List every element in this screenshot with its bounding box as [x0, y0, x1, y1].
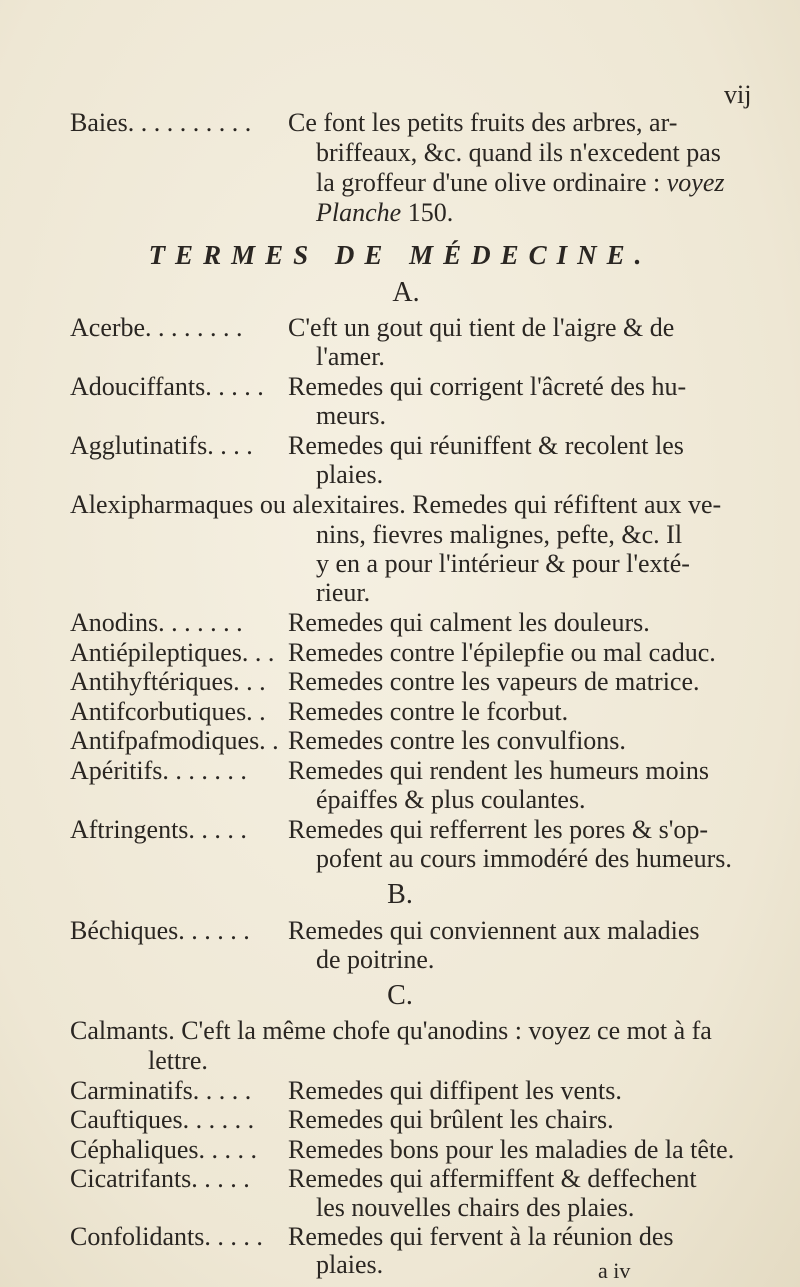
entry-alexipharmaques: Alexipharmaques ou alexitaires. Remedes qui réfiftent aux ve-: [70, 490, 722, 519]
term-consolidants: Confolidants. . . . .: [70, 1222, 263, 1251]
term-antiscorbutiques: Antifcorbutiques. .: [70, 697, 266, 726]
definition-line: Ce font les petits fruits des arbres, ar-: [288, 108, 678, 137]
definition-line: Remedes qui affermiffent & deffechent: [288, 1164, 697, 1193]
term-aperitifs: Apéritifs. . . . . . .: [70, 756, 247, 785]
term-acerbe: Acerbe. . . . . . . .: [70, 313, 243, 342]
term-anodins: Anodins. . . . . . .: [70, 608, 243, 637]
letter-heading-c: C.: [387, 980, 413, 1011]
term-baies: Baies. . . . . . . . . .: [70, 108, 252, 137]
definition-line: Remedes qui refferrent les pores & s'op-: [288, 815, 709, 844]
term-caustiques: Cauftiques. . . . . .: [70, 1105, 255, 1134]
definition-line: pofent au cours immodéré des humeurs.: [316, 844, 732, 873]
definition-line: plaies.: [316, 1250, 384, 1279]
definition-line: Remedes contre les vapeurs de matrice.: [288, 667, 700, 696]
definition-line: plaies.: [316, 460, 384, 489]
definition-line: Remedes qui fervent à la réunion des: [288, 1222, 674, 1251]
term-antiepileptiques: Antiépileptiques. . .: [70, 638, 275, 667]
entry-calmants: Calmants. C'eft la même chofe qu'anodins : voyez ce mot à fa: [70, 1016, 712, 1045]
definition-line: Remedes contre les convulfions.: [288, 726, 626, 755]
letter-heading-a: A.: [392, 277, 420, 308]
definition-line: Remedes qui réuniffent & recolent les: [288, 431, 684, 460]
definition-line: Remedes qui calment les douleurs.: [288, 608, 650, 637]
definition-line: rieur.: [316, 578, 371, 607]
definition-line: épaiffes & plus coulantes.: [316, 785, 586, 814]
term-cicatrisants: Cicatrifants. . . . .: [70, 1164, 250, 1193]
definition-line: Remedes qui conviennent aux maladies: [288, 916, 700, 945]
definition-line: y en a pour l'intérieur & pour l'exté-: [316, 549, 690, 578]
definition-line: briffeaux, &c. quand ils n'excedent pas: [316, 138, 721, 167]
definition-line: Remedes contre le fcorbut.: [288, 697, 569, 726]
cross-reference: voyez: [666, 168, 725, 197]
definition-line: lettre.: [148, 1046, 208, 1075]
definition-line: Remedes qui diffipent les vents.: [288, 1076, 622, 1105]
definition-line: Remedes qui brûlent les chairs.: [288, 1105, 614, 1134]
definition-line: nins, fievres malignes, pefte, &c. Il: [316, 520, 683, 549]
definition-line: l'amer.: [316, 342, 385, 371]
term-antihysteriques: Antihyftériques. . .: [70, 667, 266, 696]
definition-line: de poitrine.: [316, 945, 435, 974]
definition-line: meurs.: [316, 401, 387, 430]
page-number: vij: [724, 80, 752, 109]
plate-number: 150.: [407, 198, 454, 227]
definition-line: Remedes contre l'épilepfie ou mal caduc.: [288, 638, 716, 667]
term-adoucissants: Adouciffants. . . . .: [70, 372, 264, 401]
term-astringents: Aftringents. . . . .: [70, 815, 247, 844]
section-title: TERMES DE MÉDECINE.: [148, 240, 652, 270]
definition-text: la groffeur d'une olive ordinaire :: [316, 168, 661, 197]
term-cephaliques: Céphaliques. . . . .: [70, 1135, 258, 1164]
plate-reference: Planche: [316, 198, 402, 227]
term-agglutinatifs: Agglutinatifs. . . .: [70, 431, 253, 460]
definition-line: C'eft un gout qui tient de l'aigre & de: [288, 313, 675, 342]
definition-line: [316, 198, 453, 228]
definition-line: [316, 168, 725, 198]
definition-line: les nouvelles chairs des plaies.: [316, 1193, 635, 1222]
letter-heading-b: B.: [387, 879, 413, 910]
definition-line: Remedes bons pour les maladies de la tête.: [288, 1135, 735, 1164]
definition-line: Remedes qui rendent les humeurs moins: [288, 756, 709, 785]
term-antispasmodiques: Antifpafmodiques. .: [70, 726, 279, 755]
term-bechiques: Béchiques. . . . . .: [70, 916, 250, 945]
signature-mark: a iv: [598, 1258, 631, 1283]
definition-line: Remedes qui corrigent l'âcreté des hu-: [288, 372, 687, 401]
term-carminatifs: Carminatifs. . . . .: [70, 1076, 252, 1105]
